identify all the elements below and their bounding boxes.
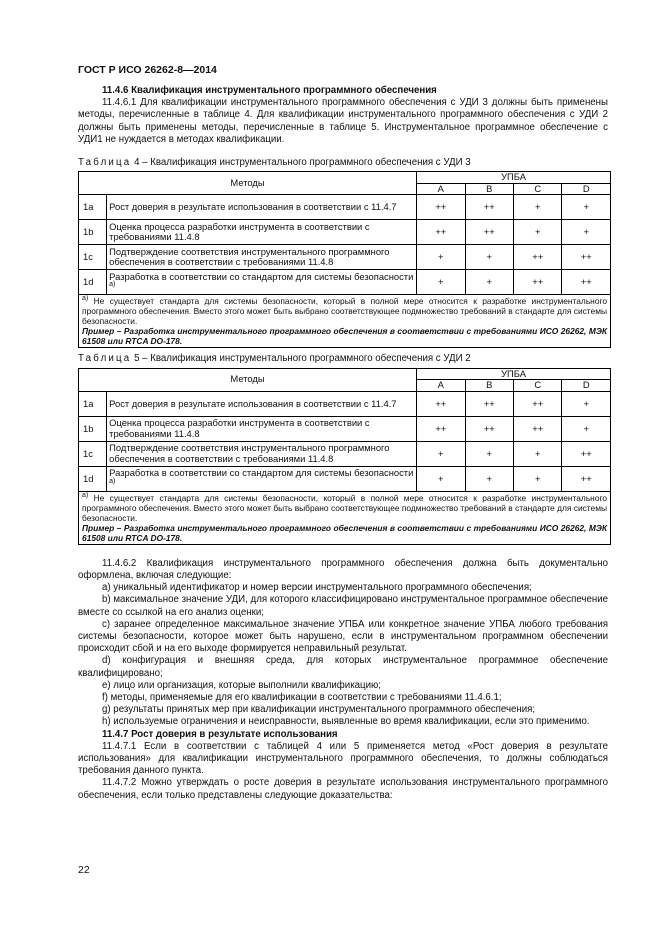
row-value: + (562, 391, 611, 416)
footnote-mark: a) (82, 492, 89, 499)
row-value: + (514, 441, 562, 466)
table-5-caption (78, 353, 608, 365)
table-row (79, 220, 611, 245)
row-id: 1b (79, 416, 107, 441)
row-value: ++ (514, 391, 562, 416)
table-5-level-header: D (562, 380, 611, 392)
method-text: Подтверждение соответствия инструментального программного обеспечения в соответствии с требованиями 11.4.8 (109, 442, 390, 464)
table-row (79, 245, 611, 270)
table-row (79, 195, 611, 220)
table-4-caption-label: Таблица (78, 157, 132, 169)
row-value: ++ (417, 416, 465, 441)
row-id: 1c (79, 441, 107, 466)
row-value: ++ (514, 270, 562, 295)
row-value: ++ (514, 416, 562, 441)
row-value: + (562, 220, 611, 245)
row-value: + (417, 270, 465, 295)
page-content (78, 85, 608, 802)
table-row (79, 466, 611, 491)
table-4-upba-header: УПБА (417, 172, 611, 184)
table-5-methods-header: Методы (79, 368, 417, 391)
footnote-ref: a) (109, 281, 116, 289)
row-id: 1d (79, 270, 107, 295)
row-value: ++ (465, 220, 513, 245)
row-method (107, 466, 417, 491)
table-4 (78, 171, 611, 348)
method-text: Разработка в соответствии со стандартом для системы безопасности (109, 270, 414, 282)
row-value: ++ (417, 391, 465, 416)
row-method (107, 391, 417, 416)
row-value: + (514, 195, 562, 220)
table-4-caption-text: 4 – Квалификация инструментального программного обеспечения с УДИ 3 (131, 157, 471, 169)
row-id: 1c (79, 245, 107, 270)
footnote-text: Не существует стандарта для системы безопасности, который в полной мере относится к разработке инструментального программного обеспечения. Вместо этого может быть выбрано соответствующее подмножество требований в стандарте для системы безопасности. (82, 492, 607, 523)
row-value: + (417, 441, 465, 466)
footnote-ref: a) (109, 477, 116, 485)
method-text: Рост доверия в результате использования в соответствии с 11.4.7 (109, 201, 397, 213)
table-5-upba-header: УПБА (417, 368, 611, 380)
paragraph-11-4-6-1: 11.4.6.1 Для квалификации инструментального программного обеспечения с УДИ 3 должны быть применены методы, перечисленные в таблице 4. Для квалификации инструментального программного обеспечения с УДИ 2 должны быть применены методы, перечисленные в таблице 5. Инструментальное программное обеспечение с УДИ1 не нуждается в методах квалификации. (78, 97, 608, 145)
table-5 (78, 368, 611, 545)
table-row (79, 416, 611, 441)
row-value: ++ (417, 195, 465, 220)
table-4-methods-header: Методы (79, 172, 417, 195)
row-method (107, 220, 417, 245)
list-item: e) лицо или организация, которые выполнили квалификацию; (102, 679, 381, 691)
paragraph-11-4-7-1: 11.4.7.1 Если в соответствии с таблицей 4 или 5 применяется метод «Рост доверия в результате использования» для квалификации инструментального программного обеспечения, то должны соблюдаться требования данного пункта. (78, 740, 608, 777)
row-value: ++ (465, 195, 513, 220)
table-5-level-header: B (465, 380, 513, 392)
section-heading-11-4-6: 11.4.6 Квалификация инструментального программного обеспечения (102, 85, 437, 96)
row-value: + (514, 466, 562, 491)
row-value: ++ (465, 416, 513, 441)
row-value: ++ (465, 391, 513, 416)
table-5-footnote (79, 491, 611, 544)
table-4-caption (78, 157, 608, 169)
table-4-example: Пример – Разработка инструментального программного обеспечения в соответствии с требованиями ИСО 26262, МЭК 61508 или RTCA DO-178. (82, 326, 607, 347)
row-id: 1d (79, 466, 107, 491)
method-text: Подтверждение соответствия инструментального программного обеспечения в соответствии с требованиями 11.4.8 (109, 245, 390, 268)
list-item: f) методы, применяемые для его квалификации в соответствии с требованиями 11.4.6.1; (102, 692, 502, 704)
method-text: Оценка процесса разработки инструмента в соответствии с требованиями 11.4.8 (109, 220, 370, 243)
table-5-caption-text: 5 – Квалификация инструментального программного обеспечения с УДИ 2 (131, 353, 471, 365)
list-item: h) используемые ограничения и неисправности, выявленные во время квалификации, если это применимо. (102, 716, 590, 728)
table-5-example: Пример – Разработка инструментального программного обеспечения в соответствии с требованиями ИСО 26262, МЭК 61508 или RTCA DO-178. (82, 522, 607, 543)
paragraph-11-4-7-2: 11.4.7.2 Можно утверждать о росте доверия в результате использования инструментального программного обеспечения, если только представлены следующие доказательства: (78, 777, 608, 801)
method-text: Разработка в соответствии со стандартом для системы безопасности (109, 467, 414, 479)
row-value: + (465, 245, 513, 270)
table-5-level-header: C (514, 380, 562, 392)
row-value: + (514, 220, 562, 245)
table-5-level-header: A (417, 380, 465, 392)
table-5-caption-label: Таблица (78, 353, 132, 365)
document-header: ГОСТ Р ИСО 26262-8—2014 (78, 64, 217, 76)
row-value: + (562, 195, 611, 220)
table-row (79, 391, 611, 416)
method-text: Оценка процесса разработки инструмента в соответствии с требованиями 11.4.8 (109, 417, 370, 439)
section-heading-11-4-7: 11.4.7 Рост доверия в результате использования (102, 728, 338, 740)
list-item: c) заранее определенное максимальное значение УПБА или конкретное значение УПБА любого требования системы безопасности, которое может быть нарушено, если в инструментальном программном обеспечении происходит сбой и на его выходе формируется неправильный результат. (78, 618, 608, 655)
row-value: + (417, 245, 465, 270)
table-4-level-header: D (562, 183, 611, 195)
row-value: ++ (562, 441, 611, 466)
row-value: ++ (562, 270, 611, 295)
row-value: + (465, 466, 513, 491)
paragraph-11-4-6-2: 11.4.6.2 Квалификация инструментального программного обеспечения должна быть документально оформлена, включая следующие: (78, 557, 608, 581)
row-id: 1b (79, 220, 107, 245)
row-value: ++ (417, 220, 465, 245)
row-value: ++ (562, 466, 611, 491)
row-id: 1a (79, 195, 107, 220)
table-4-level-header: A (417, 183, 465, 195)
table-4-level-header: C (514, 183, 562, 195)
row-value: + (562, 416, 611, 441)
row-method (107, 416, 417, 441)
table-row (79, 441, 611, 466)
table-4-footnote (79, 295, 611, 348)
footnote-mark: a) (82, 295, 89, 303)
list-item: b) максимальное значение УДИ, для которого классифицировано инструментальное программное обеспечение вместе со ссылкой на его анализ оценки; (78, 594, 608, 618)
row-id: 1a (79, 391, 107, 416)
list-item: d) конфигурация и внешняя среда, для которых инструментальное программное обеспечение квалифицировано; (78, 655, 608, 679)
footnote-text: Не существует стандарта для системы безопасности, который в полной мере относится к разработке инструментального программного обеспечения. Вместо этого может быть выбрано соответствующее подмножество требований в стандарте для системы безопасности. (82, 296, 607, 327)
row-method (107, 195, 417, 220)
row-value: + (465, 270, 513, 295)
table-4-level-header: B (465, 183, 513, 195)
row-value: + (465, 441, 513, 466)
row-method (107, 441, 417, 466)
row-value: ++ (562, 245, 611, 270)
method-text: Рост доверия в результате использования в соответствии с 11.4.7 (109, 397, 397, 409)
table-row (79, 270, 611, 295)
row-value: ++ (514, 245, 562, 270)
list-item: g) результаты принятых мер при квалификации инструментального программного обеспечения; (102, 704, 536, 716)
page-number: 22 (78, 864, 90, 876)
row-method (107, 245, 417, 270)
row-value: + (417, 466, 465, 491)
row-method (107, 270, 417, 295)
list-item: a) уникальный идентификатор и номер версии инструментального программного обеспечения; (102, 582, 532, 594)
